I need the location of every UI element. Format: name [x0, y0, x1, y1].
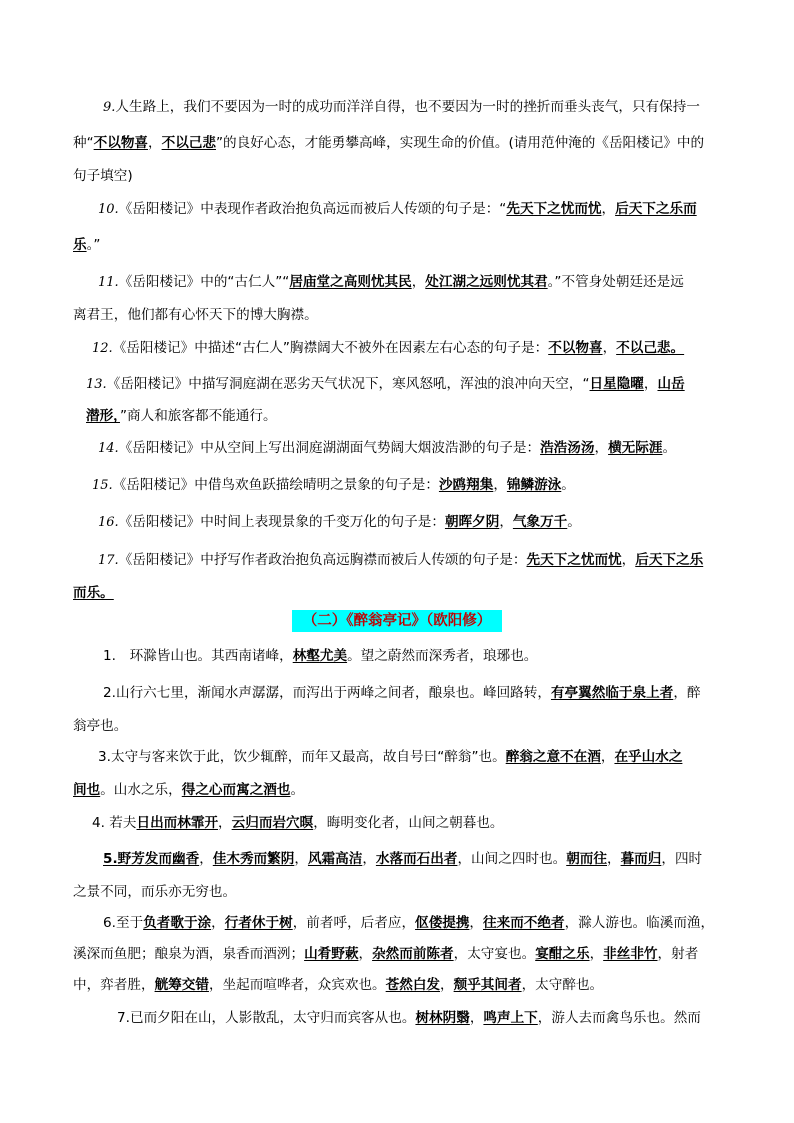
- answer-text: 宴酣之乐: [535, 946, 590, 962]
- body-text: 。山水之乐，: [100, 782, 182, 798]
- body-text: ，: [362, 851, 376, 867]
- body-text: ，: [358, 946, 373, 962]
- zwt-item-2-line1: [103, 683, 701, 703]
- item-9-line1: [103, 97, 700, 118]
- item-15-line1: [92, 475, 575, 496]
- body-text: 《岳阳楼记》中描述“古仁人”胸襟阔大不被外在因素左右心态的句子是：: [112, 340, 549, 356]
- zwt-item-6-line2: [73, 944, 698, 964]
- body-text: 《岳阳楼记》中从空间上写出洞庭湖湖面气势阔大烟波浩渺的句子是：: [118, 440, 541, 456]
- answer-text: 5.: [103, 851, 118, 867]
- body-text: ，太守宴也。: [453, 946, 536, 962]
- item-14-line1: [98, 438, 676, 459]
- item-number: 12.: [92, 341, 113, 356]
- zwt-item-4: [92, 813, 504, 833]
- answer-text: 野芳发而幽香: [117, 851, 200, 867]
- body-text: ，: [411, 274, 426, 290]
- item-12-line1: [92, 338, 684, 359]
- body-text: ，: [621, 552, 636, 568]
- answer-text: 行者休于树: [224, 915, 293, 931]
- body-text: 《岳阳楼记》中时间上表现景象的千变万化的句子是：: [118, 514, 445, 530]
- body-text: 《岳阳楼记》中的“古仁人”“: [118, 274, 290, 290]
- body-text: ，太守醉也。: [521, 977, 604, 993]
- answer-text: 后天下之乐而: [615, 201, 697, 217]
- body-text: ，: [211, 915, 225, 931]
- item-13-line1: [86, 374, 685, 395]
- answer-text: 醉翁之意不在酒: [505, 749, 601, 765]
- body-text: 。: [290, 782, 305, 798]
- zwt-item-6-line1: [103, 913, 714, 933]
- body-text: ，射者: [657, 946, 699, 962]
- body-text: ，四时: [661, 851, 703, 867]
- body-text: 2.山行六七里，渐闻水声潺潺，而泻出于两峰之间者，酿泉也。峰回路转，: [103, 685, 551, 701]
- body-text: 人生路上，我们不要因为一时的成功而洋洋自得，也不要因为一时的挫折而垂头丧气，只有保持一: [115, 99, 700, 115]
- answer-text: 山肴野蔌: [304, 946, 359, 962]
- body-text: 离君王，他们都有心怀天下的博大胸襟。: [73, 307, 318, 323]
- body-text: ，: [602, 340, 617, 356]
- answer-text: 乐: [73, 237, 87, 253]
- item-11-line1: [98, 272, 684, 293]
- body-text: 《岳阳楼记》中表现作者政治抱负高远而被后人传颂的句子是：“: [118, 201, 507, 217]
- zwt-item-5-line1: [103, 849, 702, 869]
- body-text: ，: [643, 376, 658, 392]
- answer-text: 日星隐曜: [589, 376, 644, 392]
- body-text: ，游人去而禽鸟乐也。然而: [537, 1010, 701, 1026]
- body-text: 《岳阳楼记》中抒写作者政治抱负高远胸襟而被后人传颂的句子是：: [118, 552, 527, 568]
- answer-text: 朝晖夕阴: [444, 514, 500, 530]
- body-text: ，: [440, 977, 454, 993]
- body-text: 。: [561, 477, 575, 493]
- answer-text: 得之心而寓之酒也: [181, 782, 291, 798]
- answer-text: 锦鳞游泳: [506, 477, 562, 493]
- answer-text: 处江湖之远则忧其君: [425, 274, 548, 290]
- body-text: 种“: [73, 135, 94, 151]
- answer-text: 树林阴翳: [415, 1010, 470, 1026]
- answer-text: 横无际涯: [608, 440, 663, 456]
- answer-text: 不以物喜: [93, 135, 149, 151]
- answer-text: 浩浩汤汤: [540, 440, 595, 456]
- answer-text: 觥筹交错: [154, 977, 209, 993]
- body-text: ，: [600, 749, 615, 765]
- body-text: ，: [294, 851, 308, 867]
- answer-text: 往来而不绝者: [483, 915, 565, 931]
- body-text: ，: [589, 946, 604, 962]
- answer-text: 不以己悲。: [616, 340, 685, 356]
- item-16-line1: [98, 512, 581, 533]
- answer-text: 水落而石出者: [375, 851, 458, 867]
- answer-text: 沙鸥翔集: [438, 477, 494, 493]
- body-text: ，: [594, 440, 609, 456]
- item-13-line2: [86, 406, 277, 426]
- body-text: 《岳阳楼记》中描写洞庭湖在恶劣天气状况下，寒风怒吼，浑浊的浪冲向天空，“: [106, 376, 590, 392]
- item-10-line1: [98, 199, 697, 220]
- answer-text: 非丝非竹: [603, 946, 658, 962]
- body-text: ，醉: [673, 685, 701, 701]
- body-text: ”商人和旅客都不能通行。: [119, 408, 277, 424]
- body-text: ，: [499, 514, 513, 530]
- body-text: 。: [567, 514, 581, 530]
- zwt-item-2-line2: [73, 716, 127, 736]
- body-text: ，晦明变化者，山间之朝暮也。: [313, 815, 504, 831]
- item-number: 11.: [98, 275, 119, 290]
- answer-text: 在乎山水之: [614, 749, 683, 765]
- body-text: ，: [469, 915, 484, 931]
- body-text: 。: [662, 440, 677, 456]
- answer-text: 颓乎其间者: [453, 977, 522, 993]
- body-text: 之景不同，而乐亦无穷也。: [73, 884, 237, 900]
- answer-text: 潜形，: [86, 408, 120, 424]
- item-9-line2: [73, 133, 704, 153]
- body-text: 溪深而鱼肥；酿泉为酒，泉香而酒洌；: [73, 946, 305, 962]
- zwt-item-1: [103, 646, 537, 666]
- item-17-line1: [98, 550, 703, 571]
- body-text: 4. 若夫: [92, 815, 137, 831]
- answer-text: 伛偻提携: [415, 915, 470, 931]
- body-text: 6.至于: [103, 915, 144, 931]
- zwt-item-6-line3: [73, 975, 603, 995]
- zwt-item-7-line1: [117, 1008, 701, 1028]
- answer-text: 间也: [73, 782, 101, 798]
- body-text: 7.已而夕阳在山，人影散乱，太守归而宾客从也。: [117, 1010, 416, 1026]
- answer-text: 气象万千: [512, 514, 568, 530]
- body-text: 中，弈者胜，: [73, 977, 155, 993]
- body-text: ，: [601, 201, 616, 217]
- item-number: 16.: [98, 515, 119, 530]
- zwt-item-3-line1: [98, 747, 682, 767]
- body-text: ，山间之四时也。: [457, 851, 567, 867]
- item-11-line2: [73, 305, 318, 325]
- answer-text: 日出而林霏开: [136, 815, 219, 831]
- body-text: ，: [469, 1010, 484, 1026]
- item-10-line2: [73, 235, 100, 255]
- item-17-line2: [73, 583, 114, 603]
- body-text: ，坐起而喧哗者，众宾欢也。: [208, 977, 386, 993]
- body-text: 。望之蔚然而深秀者，琅琊也。: [347, 648, 538, 664]
- body-text: 翁亭也。: [73, 718, 128, 734]
- answer-text: 杂然而前陈者: [372, 946, 454, 962]
- item-number: 15.: [92, 478, 113, 493]
- item-number: 14.: [98, 441, 119, 456]
- body-text: ，: [218, 815, 232, 831]
- body-text: 1. 环滁皆山也。其西南诸峰，: [103, 648, 293, 664]
- item-9-line3: [73, 166, 133, 186]
- answer-text: 风霜高洁: [307, 851, 363, 867]
- body-text: 《岳阳楼记》中借鸟欢鱼跃描绘晴明之景象的句子是：: [112, 477, 439, 493]
- answer-text: 而乐。: [73, 585, 114, 601]
- answer-text: 不以物喜: [548, 340, 603, 356]
- answer-text: 苍然白发: [385, 977, 441, 993]
- section-title: （二）《醉翁亭记》（欧阳修）: [292, 610, 502, 632]
- body-text: ，: [148, 135, 162, 151]
- body-text: ，: [493, 477, 507, 493]
- item-number: 13.: [86, 377, 107, 392]
- answer-text: 先天下之忧而忧: [526, 552, 622, 568]
- body-text: 3.太守与客来饮于此，饮少辄醉，而年又最高，故自号曰“醉翁”也。: [98, 749, 506, 765]
- zwt-item-3-line2: [73, 780, 304, 800]
- answer-text: 先天下之忧而忧: [506, 201, 602, 217]
- body-text: ”的良好心态，才能勇攀高峰，实现生命的价值。(请用范仲淹的《岳阳楼记》中的: [215, 135, 705, 151]
- answer-text: 不以己悲: [161, 135, 216, 151]
- answer-text: 佳木秀而繁阴: [212, 851, 295, 867]
- answer-text: 暮而归: [620, 851, 662, 867]
- body-text: 句子填空): [73, 168, 133, 184]
- answer-text: 有亭翼然临于泉上者: [550, 685, 674, 701]
- body-text: ，: [607, 851, 621, 867]
- body-text: ，: [199, 851, 213, 867]
- zwt-item-5-line2: [73, 882, 236, 902]
- answer-text: 后天下之乐: [635, 552, 704, 568]
- answer-text: 居庙堂之高则忧其民: [289, 274, 412, 290]
- answer-text: 鸣声上下: [483, 1010, 538, 1026]
- item-number: 10.: [98, 202, 119, 217]
- answer-text: 朝而往: [566, 851, 607, 867]
- body-text: ，前者呼，后者应，: [292, 915, 416, 931]
- item-number: 9.: [103, 100, 116, 115]
- body-text: 。”不管身处朝廷还是远: [547, 274, 684, 290]
- answer-text: 山岳: [657, 376, 685, 392]
- body-text: 。”: [86, 237, 101, 253]
- item-number: 17.: [98, 553, 119, 568]
- body-text: ，滁人游也。临溪而渔，: [564, 915, 715, 931]
- answer-text: 云归而岩穴暝: [231, 815, 314, 831]
- answer-text: 林壑尤美: [292, 648, 348, 664]
- answer-text: 负者歌于涂: [143, 915, 212, 931]
